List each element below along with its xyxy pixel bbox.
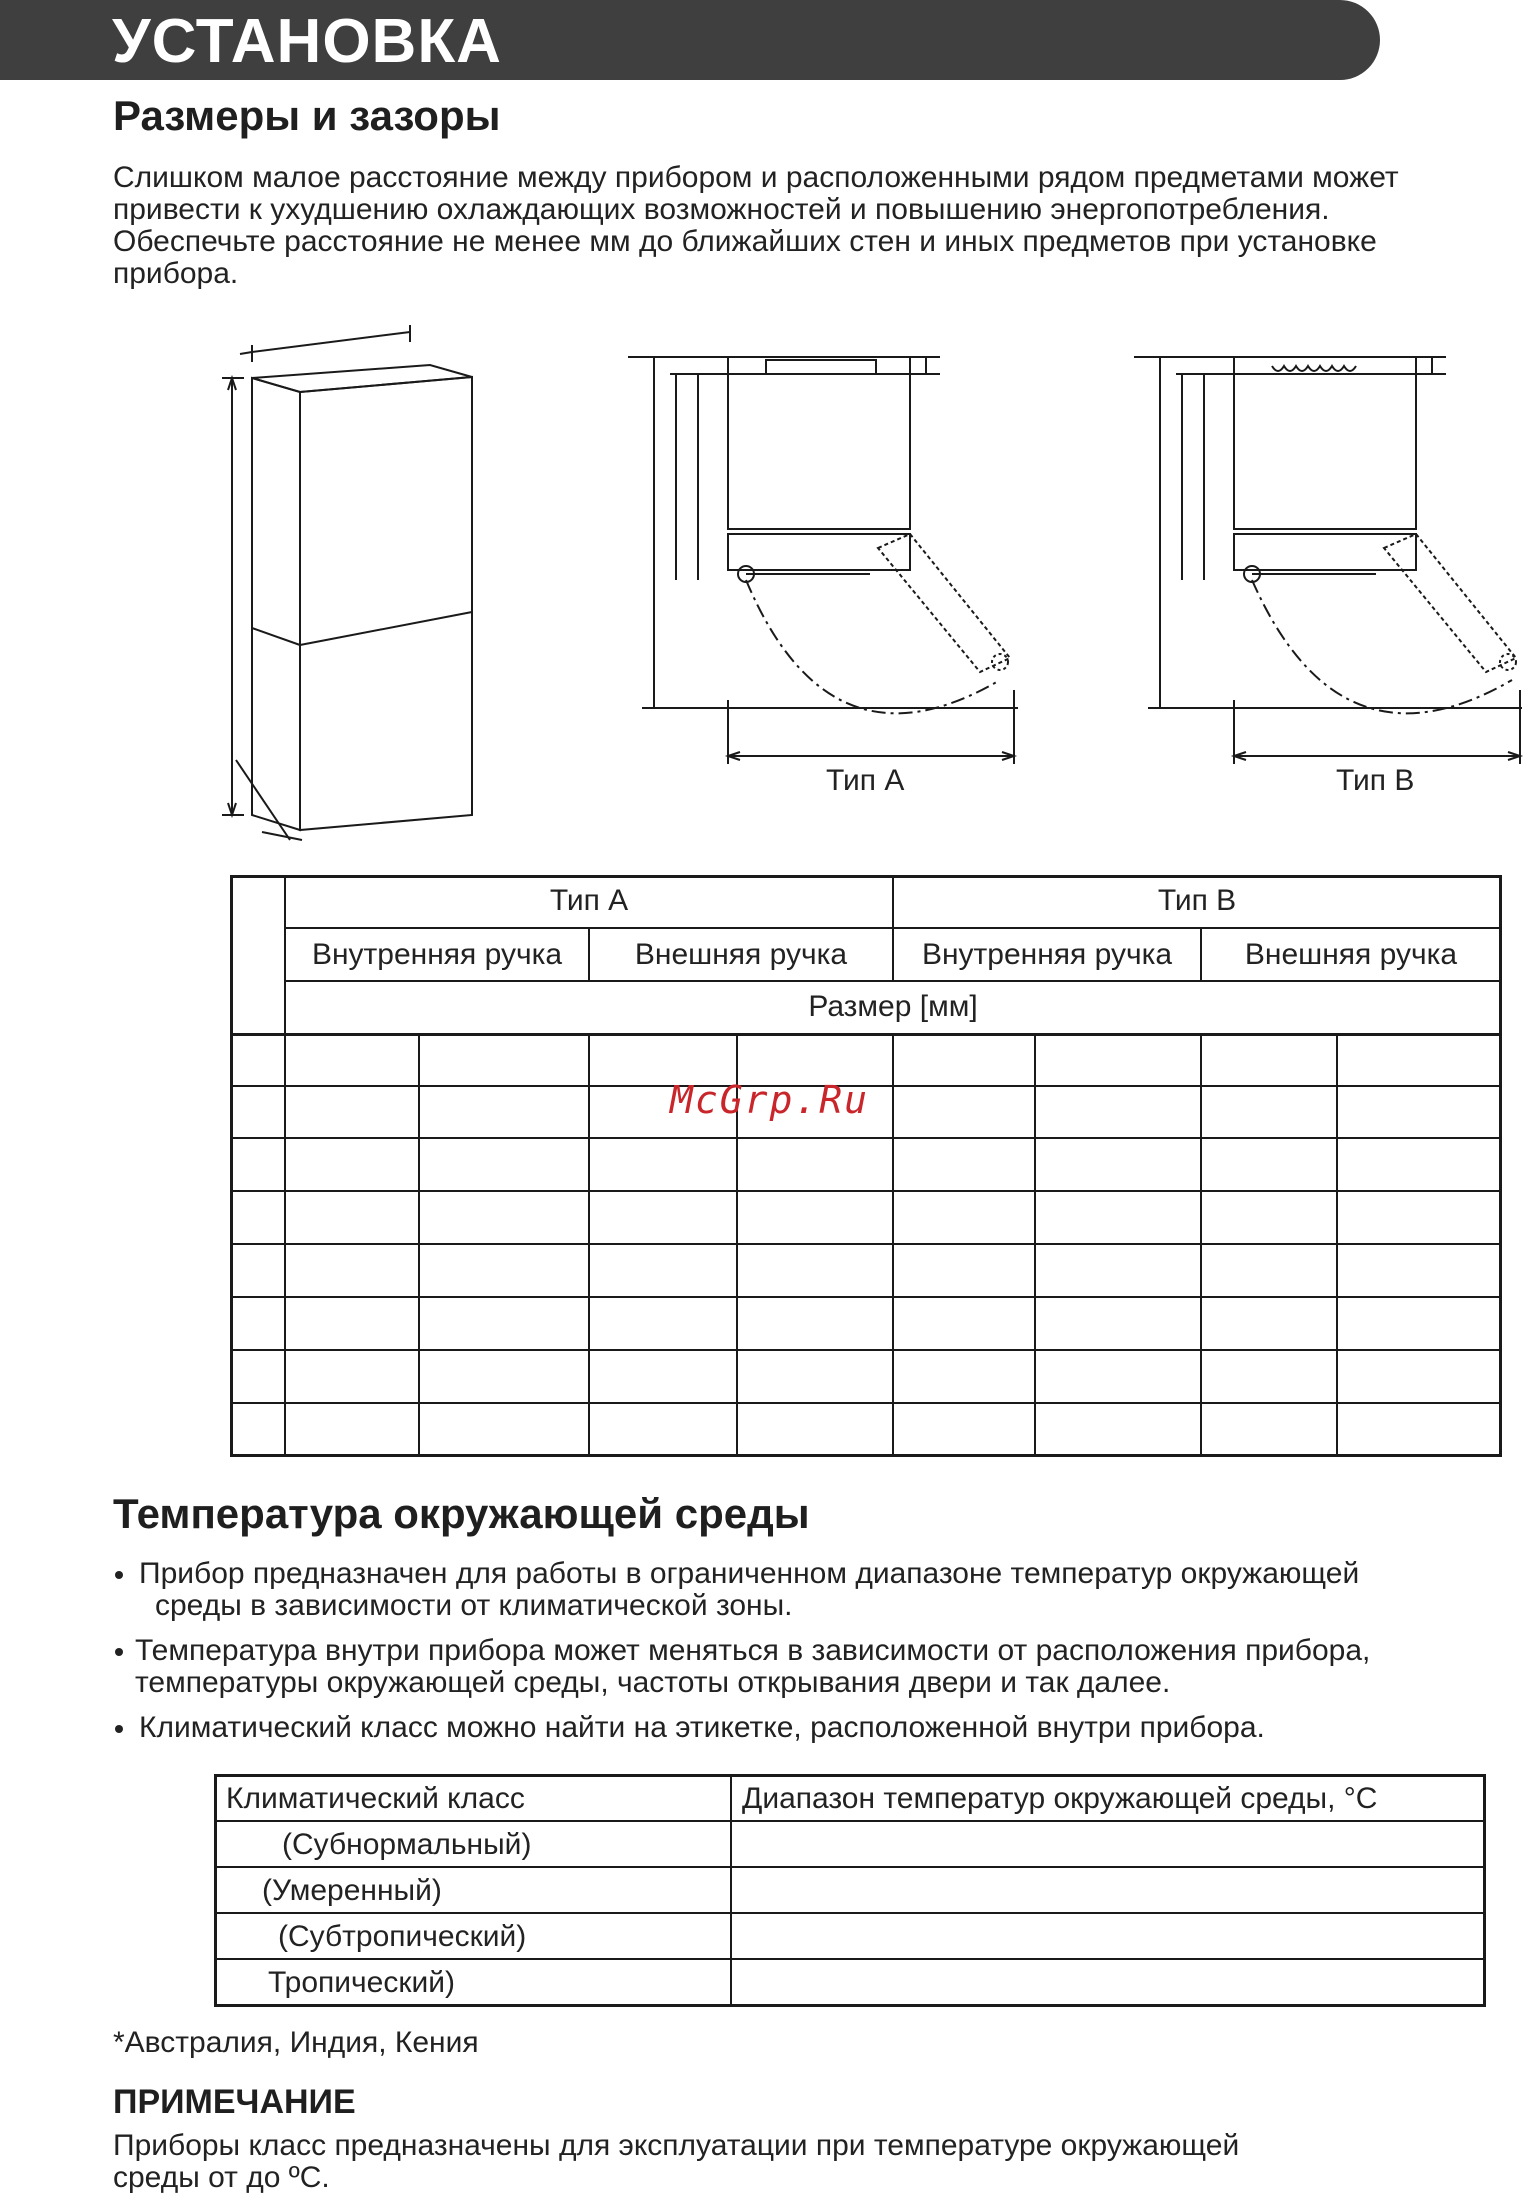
climate-class-header: Климатический класс [226, 1782, 525, 1815]
table-border [214, 2004, 1486, 2007]
table-border [214, 1774, 1486, 1777]
table-row [230, 1349, 1500, 1351]
header-size: Размер [мм] [808, 990, 978, 1023]
type-a-drawing [628, 357, 1018, 764]
temperature-range-header: Диапазон температур окружающей среды, °С [742, 1782, 1378, 1815]
table-row [230, 1402, 1500, 1404]
type-a-label: Тип А [826, 764, 905, 797]
table-row [230, 1296, 1500, 1298]
installation-diagrams [0, 0, 1528, 860]
table-row [230, 1137, 1500, 1139]
paragraph-line: привести к ухудшению охлаждающих возможностей и повышению энергопотребления. [113, 193, 1330, 226]
bullet-dot [115, 1725, 123, 1733]
table-border [230, 875, 1502, 878]
watermark: McGrp.Ru [670, 1078, 870, 1122]
bullet-dot [115, 1571, 123, 1579]
bullet-line: Климатический класс можно найти на этикетке, расположенной внутри прибора. [139, 1711, 1265, 1744]
header-outer-handle-a: Внешняя ручка [634, 938, 848, 971]
note-line: Приборы класс предназначены для эксплуатации при температуре окружающей [113, 2129, 1240, 2162]
bullet-line: температуры окружающей среды, частоты открывания двери и так далее. [135, 1666, 1171, 1699]
note-line: среды от до ºC. [113, 2161, 330, 2194]
climate-row-temperate: (Умеренный) [262, 1874, 442, 1907]
table-row [214, 1866, 1486, 1868]
bullet-line: Температура внутри прибора может меняться в зависимости от расположения прибора, [135, 1634, 1371, 1667]
table-divider [230, 1033, 1500, 1036]
bullet-line: среды в зависимости от климатической зоны. [155, 1589, 793, 1622]
bullet-text [139, 1558, 1359, 1622]
bullet-text [135, 1635, 1370, 1699]
bullet-dot [115, 1648, 123, 1656]
header-inner-handle-a: Внутренняя ручка [311, 938, 563, 971]
note-heading: ПРИМЕЧАНИЕ [113, 2083, 356, 2121]
page-title: УСТАНОВКА [112, 7, 502, 76]
paragraph-line: прибора. [113, 257, 239, 290]
climate-row-subnormal: (Субнормальный) [282, 1828, 532, 1861]
table-row [230, 1190, 1500, 1192]
table-border [230, 1454, 1502, 1457]
header-outer-handle-b: Внешняя ручка [1244, 938, 1458, 971]
table-row [230, 1243, 1500, 1245]
ambient-heading: Температура окружающей среды [113, 1490, 810, 1537]
type-b-drawing [1134, 357, 1522, 764]
fridge-perspective-drawing [222, 325, 472, 840]
climate-row-subtropical: (Субтропический) [278, 1920, 527, 1953]
footnote: *Австралия, Индия, Кения [113, 2026, 479, 2059]
header-inner-handle-b: Внутренняя ручка [921, 938, 1173, 971]
table-border [1483, 1774, 1486, 2007]
paragraph-line: Обеспечьте расстояние не менее мм до ближайших стен и иных предметов при установке [113, 225, 1377, 258]
climate-row-tropical: Тропический) [268, 1966, 455, 1999]
table-row [214, 1820, 1486, 1822]
note-paragraph [113, 2130, 1239, 2194]
dimensions-heading: Размеры и зазоры [113, 92, 501, 139]
header-type-a: Тип А [549, 884, 629, 917]
paragraph-line: Слишком малое расстояние между прибором и расположенными рядом предметами может [113, 161, 1399, 194]
table-row [214, 1958, 1486, 1960]
type-b-label: Тип В [1336, 764, 1415, 797]
table-border [214, 1774, 217, 2007]
table-divider [730, 1774, 732, 2007]
table-row [214, 1912, 1486, 1914]
bullet-line: Прибор предназначен для работы в ограниченном диапазоне температур окружающей [139, 1557, 1360, 1590]
table-border [230, 875, 233, 1457]
header-type-b: Тип В [1157, 884, 1237, 917]
bullet-text [139, 1712, 1265, 1744]
